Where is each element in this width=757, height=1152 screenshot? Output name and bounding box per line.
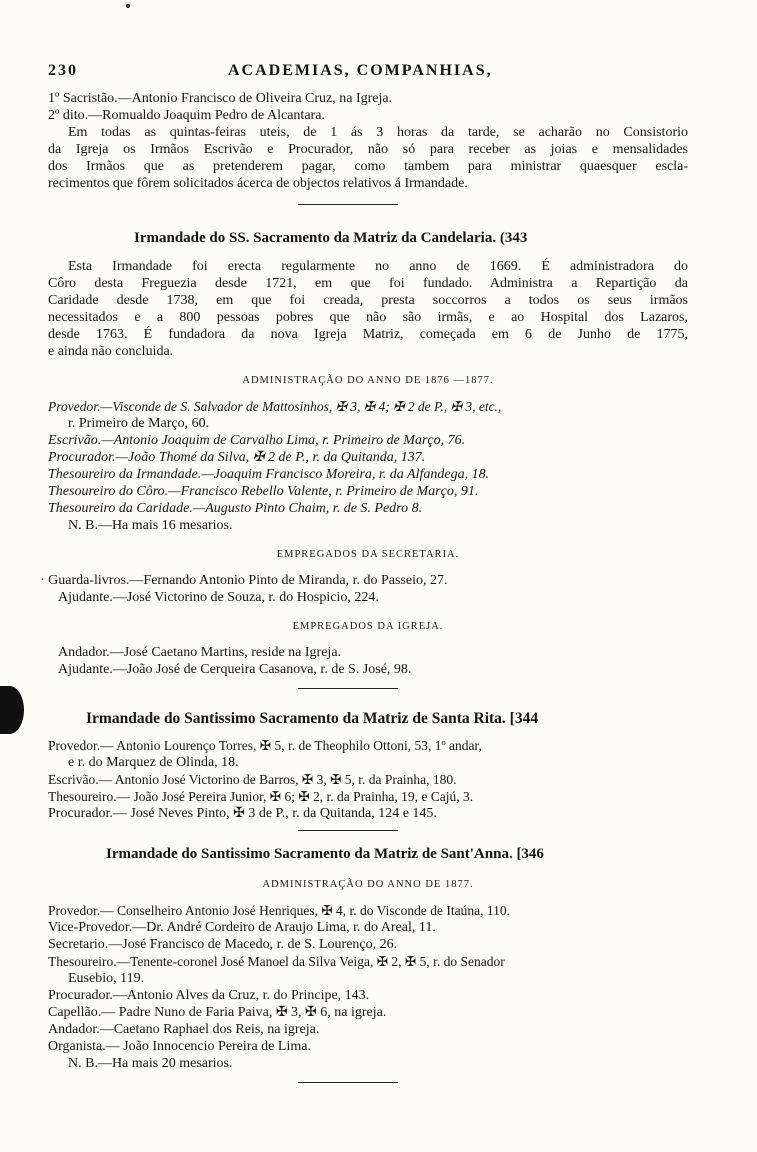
section-rule	[298, 1082, 398, 1083]
text-line: Caridade desde 1738, em que foi creada, presta soccorros a todos os seus irmãos	[48, 293, 688, 308]
entry-line: Organista.— João Innocencio Pereira de Lima.	[48, 1039, 311, 1054]
text-line: recimentos que fôrem solicitados ácerca de objectos relativos á Irmandade.	[48, 176, 468, 191]
text-line: desde 1763. É fundadora da nova Igreja Matriz, começada em 6 de Junho de 1775,	[48, 327, 688, 342]
subheading: EMPREGADOS DA IGREJA.	[292, 621, 444, 632]
entry-line: Escrivão.— Antonio José Victorino de Barros, ✠ 3, ✠ 5, r. da Prainha, 180.	[48, 772, 457, 787]
entry-line: Capellão.— Padre Nuno de Faria Paiva, ✠ 3, ✠ 6, na igreja.	[48, 1005, 387, 1020]
subheading: ADMINISTRAÇÃO DO ANNO DE 1877.	[262, 879, 474, 890]
entry-line: Thesoureiro do Côro.—Francisco Rebello Valente, r. Primeiro de Março, 91.	[48, 484, 479, 499]
entry-line: Procurador.—João Thomé da Silva, ✠ 2 de P., r. da Quitanda, 137.	[48, 450, 426, 465]
entry-line: Ajudante.—João José de Cerqueira Casanova, r. de S. José, 98.	[58, 662, 412, 677]
ink-blot	[0, 686, 24, 734]
section-rule	[298, 688, 398, 689]
entry-line: Provedor.—Visconde de S. Salvador de Mattosinhos, ✠ 3, ✠ 4; ✠ 2 de P., ✠ 3, etc.,	[48, 399, 502, 414]
text-line: necessitados e a 800 pessoas pobres que não são irmãs, e ao Hospital dos Lazaros,	[48, 310, 688, 325]
entry-line: Provedor.— Antonio Lourenço Torres, ✠ 5, r. de Theophilo Ottoni, 53, 1º andar,	[48, 738, 482, 753]
entry-line: Andador.—José Caetano Martins, reside na Igreja.	[58, 645, 342, 660]
entry-line: e r. do Marquez de Olinda, 18.	[68, 755, 239, 770]
subheading: ADMINISTRAÇÃO DO ANNO DE 1876 —1877.	[242, 375, 494, 386]
entry-line: Escrivão.—Antonio Joaquim de Carvalho Lima, r. Primeiro de Março, 76.	[48, 433, 466, 448]
subheading: EMPREGADOS DA SECRETARIA.	[276, 549, 460, 560]
section-heading: Irmandade do Santissimo Sacramento da Matriz de Santa Rita. [344	[86, 710, 539, 727]
running-title: ACADEMIAS, COMPANHIAS,	[228, 62, 493, 79]
section-heading: Irmandade do SS. Sacramento da Matriz da Candelaria. (343	[134, 230, 528, 246]
text-line: 1º Sacristão.—Antonio Francisco de Oliveira Cruz, na Igreja.	[48, 91, 393, 106]
entry-line: N. B.—Ha mais 20 mesarios.	[68, 1056, 233, 1071]
entry-line: · Guarda-livros.—Fernando Antonio Pinto de Miranda, r. do Passeio, 27.	[40, 573, 448, 588]
entry-line: Thesoureiro.—Tenente-coronel José Manoel da Silva Veiga, ✠ 2, ✠ 5, r. do Senador	[48, 954, 505, 969]
running-header	[48, 62, 688, 79]
text-line: e ainda não concluida.	[48, 344, 174, 359]
page-number: 230	[48, 62, 78, 79]
entry-line: Procurador.—Antonio Alves da Cruz, r. do Principe, 143.	[48, 988, 370, 1003]
entry-line: Procurador.— José Neves Pinto, ✠ 3 de P., r. da Quitanda, 124 e 145.	[48, 806, 437, 821]
text-line: Em todas as quintas-feiras uteis, de 1 ás 3 horas da tarde, se acharão no Consistorio	[68, 125, 688, 140]
text-line: 2º dito.—Romualdo Joaquim Pedro de Alcantara.	[48, 108, 325, 123]
text-line: Côro desta Freguezia desde 1721, em que foi fundado. Administra a Repartição da	[48, 276, 688, 291]
section-rule	[298, 204, 398, 205]
section-heading: Irmandade do Santissimo Sacramento da Matriz de Sant'Anna. [346	[106, 846, 544, 862]
entry-line: Thesoureiro.— João José Pereira Junior, ✠ 6; ✠ 2, r. da Prainha, 19, e Cajú, 3.	[48, 789, 474, 804]
ink-fleck	[126, 4, 130, 8]
section-rule	[298, 830, 398, 831]
entry-line: r. Primeiro de Março, 60.	[68, 416, 210, 431]
entry-line: Thesoureiro da Caridade.—Augusto Pinto Chaim, r. de S. Pedro 8.	[48, 501, 423, 516]
entry-line: Provedor.— Conselheiro Antonio José Henriques, ✠ 4, r. do Visconde de Itaúna, 110.	[48, 903, 510, 918]
entry-line: Eusebio, 119.	[68, 971, 145, 986]
entry-line: Vice-Provedor.—Dr. André Cordeiro de Araujo Lima, r. do Areal, 11.	[48, 920, 436, 935]
text-line: Esta Irmandade foi erecta regularmente no anno de 1669. É administradora do	[68, 259, 688, 274]
text-line: da Igreja os Irmãos Escrivão e Procurador, não só para receber as joias e mensalidades	[48, 142, 688, 157]
entry-line: Ajudante.—José Victorino de Souza, r. do Hospicio, 224.	[58, 590, 379, 605]
entry-line: Thesoureiro da Irmandade.—Joaquim Francisco Moreira, r. da Alfandega, 18.	[48, 467, 490, 482]
entry-line: Andador.—Caetano Raphael dos Reis, na igreja.	[48, 1022, 320, 1037]
text-line: dos Irmãos que as pretenderem pagar, como tambem para ministrar quaesquer escla-	[48, 159, 688, 174]
entry-line: N. B.—Ha mais 16 mesarios.	[68, 518, 233, 533]
entry-line: Secretario.—José Francisco de Macedo, r. de S. Lourenço, 26.	[48, 937, 398, 952]
